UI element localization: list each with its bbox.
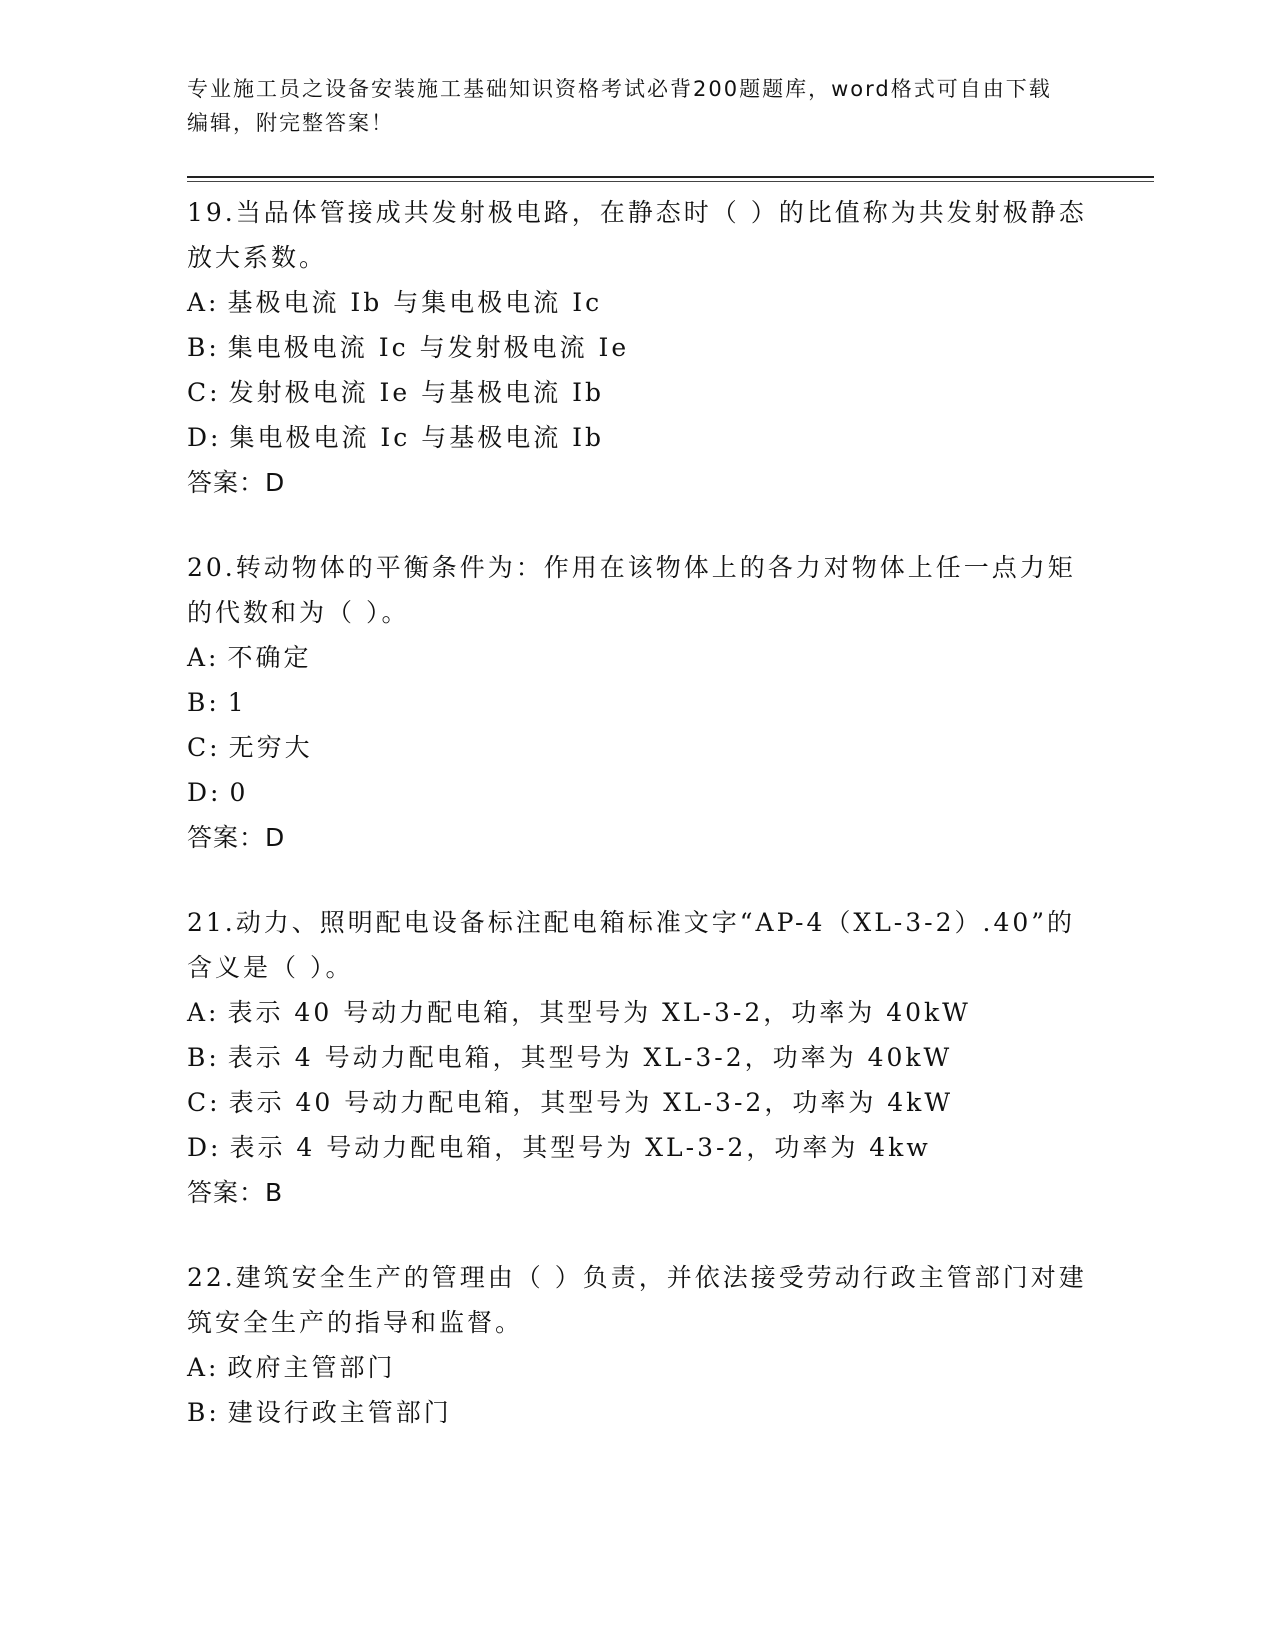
question-list	[187, 190, 1087, 1475]
option-c	[187, 1080, 1087, 1125]
option-text: 不确定	[227, 643, 312, 672]
question-21	[187, 900, 1087, 1215]
option-text: 无穷大	[228, 733, 313, 762]
question-22	[187, 1255, 1087, 1435]
option-b	[187, 1390, 1087, 1435]
option-label: D:	[187, 423, 222, 452]
option-label: C:	[187, 733, 221, 762]
option-a	[187, 1345, 1087, 1390]
option-label: A:	[187, 643, 220, 672]
option-text: 表示 40 号动力配电箱，其型号为 XL-3-2，功率为 40kW	[227, 998, 971, 1027]
option-label: B:	[187, 1043, 220, 1072]
option-a	[187, 635, 1087, 680]
option-text: 1	[227, 688, 247, 717]
option-text: 政府主管部门	[227, 1353, 396, 1382]
option-a	[187, 280, 1087, 325]
option-c	[187, 370, 1087, 415]
option-text: 基极电流 Ib 与集电极电流 Ic	[227, 288, 603, 317]
option-d	[187, 1125, 1087, 1170]
question-20	[187, 545, 1087, 860]
header-divider-thick	[187, 176, 1154, 178]
option-d	[187, 415, 1087, 460]
question-stem: 19.当品体管接成共发射极电路，在静态时（ ）的比值称为共发射极静态放大系数。	[187, 198, 1087, 272]
question-stem: 20.转动物体的平衡条件为：作用在该物体上的各力对物体上任一点力矩的代数和为（ ）。	[187, 553, 1076, 627]
option-label: A:	[187, 288, 220, 317]
option-b	[187, 325, 1087, 370]
option-c	[187, 725, 1087, 770]
option-text: 表示 4 号动力配电箱，其型号为 XL-3-2，功率为 40kW	[227, 1043, 953, 1072]
option-text: 表示 4 号动力配电箱，其型号为 XL-3-2，功率为 4kw	[229, 1133, 931, 1162]
answer-text: 答案：D	[187, 823, 286, 852]
option-text: 集电极电流 Ic 与基极电流 Ib	[229, 423, 605, 452]
option-label: A:	[187, 1353, 220, 1382]
option-text: 集电极电流 Ic 与发射极电流 Ie	[227, 333, 630, 362]
option-label: D:	[187, 778, 222, 807]
answer-text: 答案：B	[187, 1178, 284, 1207]
option-label: D:	[187, 1133, 222, 1162]
option-a	[187, 990, 1087, 1035]
option-label: B:	[187, 333, 220, 362]
option-label: B:	[187, 688, 220, 717]
option-text: 建设行政主管部门	[227, 1398, 452, 1427]
option-text: 0	[229, 778, 249, 807]
option-text: 发射极电流 Ie 与基极电流 Ib	[228, 378, 604, 407]
option-d	[187, 770, 1087, 815]
answer-text: 答案：D	[187, 468, 286, 497]
option-label: C:	[187, 378, 221, 407]
option-label: C:	[187, 1088, 221, 1117]
option-b	[187, 1035, 1087, 1080]
option-label: B:	[187, 1398, 220, 1427]
question-stem: 22.建筑安全生产的管理由（ ）负责，并依法接受劳动行政主管部门对建筑安全生产的指导和监督。	[187, 1263, 1087, 1337]
header-divider-thin	[187, 181, 1154, 182]
question-stem: 21.动力、照明配电设备标注配电箱标准文字“AP-4（XL-3-2）.40”的含义是（ ）。	[187, 908, 1076, 982]
option-b	[187, 680, 1087, 725]
question-19	[187, 190, 1087, 505]
option-label: A:	[187, 998, 220, 1027]
option-text: 表示 40 号动力配电箱，其型号为 XL-3-2，功率为 4kW	[228, 1088, 954, 1117]
document-header: 专业施工员之设备安装施工基础知识资格考试必背200题题库，word格式可自由下载编辑，附完整答案！	[187, 77, 1052, 135]
